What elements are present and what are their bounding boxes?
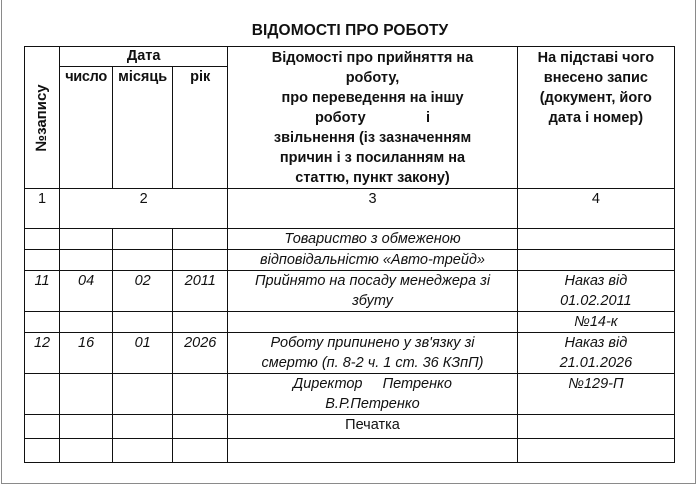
row-info-signature: Директор Петренко В.Р.Петренко	[228, 374, 517, 415]
row-basis: №129-П	[517, 374, 674, 415]
row-info	[228, 439, 517, 463]
column-number-3: 3	[228, 189, 517, 229]
table-row	[25, 271, 675, 312]
row-month: 01	[113, 333, 173, 374]
row-year: 2011	[173, 271, 228, 312]
header-day: число	[60, 67, 113, 189]
header-year: рік	[173, 67, 228, 189]
header-date: Дата	[60, 47, 228, 67]
row-month: 02	[113, 271, 173, 312]
row-day: 04	[60, 271, 113, 312]
row-info-stamp: Печатка	[228, 415, 517, 439]
table-row	[25, 250, 675, 271]
row-basis: №14-к	[517, 312, 674, 333]
document-title: ВІДОМОСТІ ПРО РОБОТУ	[251, 22, 449, 39]
row-info: Товариство з обмеженою	[228, 229, 517, 250]
table-row	[25, 415, 675, 439]
row-basis: Наказ від 01.02.2011	[517, 271, 674, 312]
row-info: Прийнято на посаду менеджера зі збуту	[228, 271, 517, 312]
row-basis	[517, 439, 674, 463]
row-basis	[517, 229, 674, 250]
table-row	[25, 374, 675, 415]
table-row	[25, 333, 675, 374]
row-record-no: 11	[25, 271, 60, 312]
header-basis: На підставі чого внесено запис (документ, його дата і номер)	[517, 47, 674, 189]
row-info	[228, 312, 517, 333]
row-info: відповідальністю «Авто-трейд»	[228, 250, 517, 271]
row-day: 16	[60, 333, 113, 374]
header-record-no: №запису	[25, 47, 60, 189]
row-basis	[517, 250, 674, 271]
row-info: Роботу припинено у зв'язку зі смертю (п. 8-2 ч. 1 ст. 36 КЗпП)	[228, 333, 517, 374]
header-info: Відомості про прийняття на роботу, про переведення на іншу роботу і звільнення (із зазначенням причин і з посиланням на статтю, пункт закону)	[228, 47, 517, 189]
row-year: 2026	[173, 333, 228, 374]
column-number-4: 4	[517, 189, 674, 229]
column-number-row	[25, 189, 675, 229]
table-row	[25, 439, 675, 463]
table-row	[25, 229, 675, 250]
row-basis	[517, 415, 674, 439]
column-number-2: 2	[60, 189, 228, 229]
work-record-table	[24, 46, 675, 463]
table-row	[25, 312, 675, 333]
row-record-no: 12	[25, 333, 60, 374]
column-number-1: 1	[25, 189, 60, 229]
header-month: місяць	[113, 67, 173, 189]
row-basis: Наказ від 21.01.2026	[517, 333, 674, 374]
